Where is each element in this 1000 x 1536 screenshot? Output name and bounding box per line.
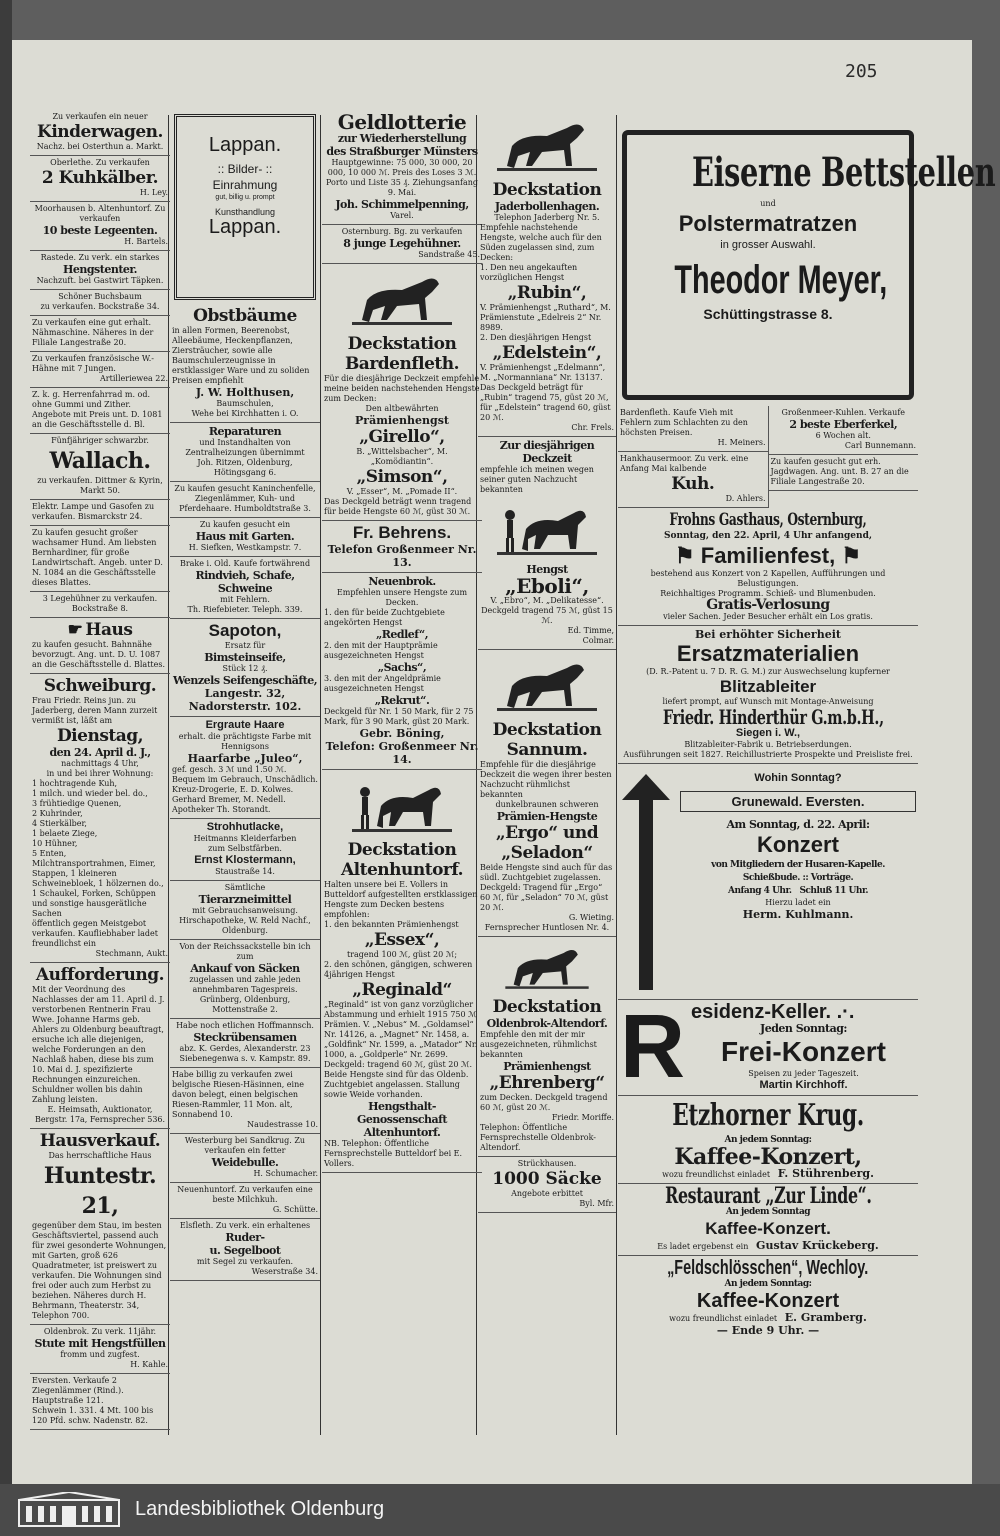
flag-icon: ⚑ (835, 543, 862, 568)
ad-haus-garten: Zu kaufen gesucht ein Haus mit Garten. H. Siefken, Westkampstr. 7. (170, 518, 320, 557)
horse-icon (492, 656, 602, 716)
ad-tierarzneimittel: Sämtliche Tierarzneimittel mit Gebrauchsanweisung. Hirschapotheke, W. Reld Nachf., Oldenburg. (170, 881, 320, 940)
ad-haus: ☛ Haus zu kaufen gesucht. Bahnnähe bevorzugt. Ang. unt. D. U. 1087 an die Geschäftsstelle d. Blattes. (30, 618, 170, 674)
ad-hausverkauf: Hausverkauf. Das herrschaftliche Haus Huntestr. 21, gegenüber dem Stau, im besten Geschäftsviertel, passend auch für zwei gesonderte Wohnungen, mit Garten, groß 626 Quadratmeter, ist preiswert zu verkaufen. Die Wohnungen sind frei oder auch zum Herbst zu beziehen. Näheres durch H. Behrmann, Theaterstr. 34, Telephon 700. (30, 1129, 170, 1325)
ad-vieh-mit-fehlern: Bardenfleth. Kaufe Vieh mit Fehlern zum Schlachten zu den höchsten Preisen. H. Meiners. (618, 406, 768, 452)
small-ads-row (618, 406, 918, 508)
ad-brake: Brake i. Old. Kaufe fortwährend Rindvieh, Schafe, Schweine mit Fehlern. Th. Riefebieter. Teleph. 339. (170, 557, 320, 619)
ad-segelboot: Elsfleth. Zu verk. ein erhaltenes Ruder- u. Segelboot mit Segel zu verkaufen. Weserstraße 34. (170, 1219, 320, 1281)
ad-deckstation-oldenbrok: Deckstation Oldenbrok-Altendorf. Empfehle den mit der mir ausgezeichneten, rühmlichst bekannten Prämienhengst „Ehrenberg“ zum Decken. Deckgeld tragend 60 ℳ, güst 20 ℳ. Friedr. Moriffe. Telephon: Öffentliche Fernsprechstelle Oldenbrok-Altendorf. (478, 937, 616, 1157)
horse-with-handler-icon (347, 776, 457, 836)
horse-icon (492, 943, 602, 993)
ad-sapoton: Sapoton, Ersatz für Bimsteinseife, Stück 12 ₰. Wenzels Seifengeschäfte, Langestr. 32, Nadorsterstr. 102. (170, 619, 320, 717)
ad-junge-legehuehner: Osternburg. Bg. zu verkaufen 8 junge Legehühner. Sandstraße 45. (322, 225, 482, 264)
ad-ergraute-haare: Ergraute Haare erhalt. die prächtigste Farbe mit Hennigsons Haarfarbe „Juleo“, gef. gesch. 3 ℳ und 1.50 ℳ. Bequem im Gebrauch, Unschädlich. Kreuz-Drogerie, E. D. Kolwes. Gerhard Bremer, M. Nedell. Apotheker Th. Storandt. (170, 717, 320, 819)
column-4 (478, 110, 616, 1213)
ad-aufforderung: Aufforderung. Mit der Veordnung des Nachlasses der am 11. April d. J. verstorbenen Rentnerin Frau Wwe. Johanne Harms geb. Ahlers zu Oldenburg beauftragt, ersuche ich alle diejenigen, welche Forderungen an den Nachlaß haben, diese bis zum 10. Mai d. J. spezifizierte Rechnungen einzureichen. Schuldner wollen bis dahin Zahlung leisten. E. Heimsath, Auktionator, Bergstr. 17a, Fernsprecher 536. (30, 963, 170, 1129)
library-name: Landesbibliothek Oldenburg (135, 1498, 385, 1520)
ad-residenz-keller: R esidenz-Keller. .·. Jeden Sonntag: Frei-Konzert Speisen zu jeder Tageszeit. Martin Kirchhoff. (618, 1000, 918, 1096)
column-rule (320, 115, 321, 1435)
page-number: 205 (845, 61, 878, 82)
ad-stute: Oldenbrok. Zu verk. 11jähr. Stute mit Hengstfüllen fromm und zugfest. H. Kahle. (30, 1325, 170, 1374)
ad-riesen-haesinnen: Habe billig zu verkaufen zwei belgische Riesen-Häsinnen, eine davon belegt, einen belgischen Riesen-Rammler, 11 Mon. alt, Sonnabend 10. Naudestrasse 10. (170, 1068, 320, 1134)
ad-hund: Zu kaufen gesucht großer wachsamer Hund. Am liebsten Bernhardiner, für große Landwirtschaft. Angeb. unter D. N. 1084 an die Geschäftsstelle dieses Blattes. (30, 526, 170, 592)
ad-1000-saecke: Strückhausen. 1000 Säcke Angebote erbittet Byl. Mfr. (478, 1157, 616, 1213)
column-rule (616, 115, 617, 1435)
ad-kinderwagen: Zu verkaufen ein neuer Kinderwagen. Nachz. bei Osterthun a. Markt. (30, 110, 170, 156)
ad-lampe: Elektr. Lampe und Gasofen zu verkaufen. Bismarckstr 24. (30, 500, 170, 526)
ad-deckstation-jaderbollenhagen: Deckstation Jaderbollenhagen. Telephon Jaderberg Nr. 5. Empfehle nachstehende Hengste, welche auch für den Süden zugelassen sind, zum Decken: 1. Den neu angekauften vorzüglichen Hengst „Rubin“, V. Prämienhengst „Ruthard“, M. Prämienstute „Edelreis 2“ Nr. 8989. 2. Den diesjährigen Hengst „Edelstein“, V. Prämienhengst „Edelmann“, M. „Normanniana“ Nr. 13137. Das Deckgeld beträgt für „Rubin“ tragend 75, güst 20 ℳ, für „Edelstein“ tragend 60, güst 20 ℳ. Chr. Frels. (478, 110, 616, 437)
arrow-up-icon (622, 770, 670, 990)
ad-reparaturen: Reparaturen und Instandhalten von Zentralheizungen übernimmt Joh. Ritzen, Oldenburg, Hötingsgang 6. (170, 423, 320, 482)
ad-eiserne-bettstellen: Eiserne Bettstellen und Polstermatratzen in grosser Auswahl. Theodor Meyer, Schüttingstrasse 8. (622, 130, 914, 400)
ad-hengstenter: Rastede. Zu verk. ein starkes Hengstenter. Nachzuft. bei Gastwirt Täpken. (30, 251, 170, 290)
ad-deckstation-sannum: Deckstation Sannum. Empfehle für die diesjährige Deckzeit die wegen ihrer besten Nachzucht rühmlichst bekannten dunkelbraunen schweren Prämien-Hengste „Ergo“ und „Seladon“ Beide Hengste sind auch für das südl. Zuchtgebiet zugelassen. Deckgeld: Tragend für „Ergo“ 60 ℳ, für „Seladon“ 70 ℳ, güst 20 ℳ. G. Wieting. Fernsprecher Huntlosen Nr. 4. (478, 650, 616, 937)
ad-legehuehner: 3 Legehühner zu verkaufen. Bockstraße 8. (30, 592, 170, 618)
ad-buchsbaum: Schöner Buchsbaum zu verkaufen. Bockstraße 34. (30, 290, 170, 316)
ad-kuhkaelber: Oberlethe. Zu verkaufen 2 Kuhkälber. H. Ley. (30, 156, 170, 202)
ad-milchkuh: Neuenhuntorf. Zu verkaufen eine beste Milchkuh. G. Schütte. (170, 1183, 320, 1219)
book-gutter (0, 0, 12, 1484)
column-2 (170, 110, 320, 1281)
column-5 (618, 110, 996, 1340)
ad-deckstation-altenhuntorf: Deckstation Altenhuntorf. Halten unsere bei E. Vollers in Butteldorf aufgestellten erstklassigen Hengste zum Decken bestens empfohlen: 1. den bekannten Prämienhengst „Essex“, tragend 100 ℳ, güst 20 ℳ; 2. den schönen, gängigen, schweren 4jährigen Hengst „Reginald“ „Reginald“ ist von ganz vorzüglicher Abstammung und erhielt 1915 750 ℳ Prämien. V. „Nebus“ M. „Goldamsel“ Nr. 14126, a. „Magnet“ Nr. 1458, a. „Goldfink“ Nr. 1599, a. „Matador“ Nr. 1000, a. „Goldperle“ Nr. 2699. Deckgeld: tragend 60 ℳ, güst 20 ℳ. Beide Hengste sind für das Oldenb. Zuchtgebiet angelassen. Stallung sowie Weide vorhanden. Hengsthalt-Genossenschaft Altenhuntorf. NB. Telephon: Öffentliche Fernsprechstelle Butteldorf bei E. Vollers. (322, 770, 482, 1173)
ad-naehmaschine: Zu verkaufen eine gut erhalt. Nähmaschine. Näheres in der Filiale Langestraße 20. (30, 316, 170, 352)
ad-jagdwagen: Zu kaufen gesucht gut erh. Jagdwagen. Ang. unt. B. 27 an die Filiale Langestraße 20. (769, 455, 919, 491)
ad-wallach: Fünfjähriger schwarzbr. Wallach. zu verkaufen. Dittmer & Kyrin, Markt 50. (30, 434, 170, 500)
ad-hengst-eboli: Zur diesjährigen Deckzeit empfehle ich meinen wegen seiner guten Nachzucht bekannten Hengst „Eboli“, V. „Ebro“, M. „Delikatesse“. Deckgeld tragend 75 ℳ, güst 15 ℳ. Ed. Timme, Colmar. (478, 437, 616, 650)
ad-haehne: Zu verkaufen französische W.-Hähne mit 7 Jungen. Artilleriewea 22. (30, 352, 170, 388)
auction-items: 1 hochtragende Kuh, 1 milch. und wieder bel. do., 3 frühtiedige Quenen, 2 Kuhrinder, 4 Stierkälber, 1 belaete Ziege, 10 Hühner, 5 Enten, (32, 779, 148, 858)
horse-icon (347, 270, 457, 330)
ad-legeenten: Moorhausen b. Altenhuntorf. Zu verkaufen 10 beste Legeenten. H. Bartels. (30, 202, 170, 251)
flag-icon: ⚑ (674, 543, 701, 568)
column-1 (30, 110, 170, 1430)
ad-kaninchenfelle: Zu kaufen gesucht Kaninchenfelle, Ziegenlämmer, Kuh- und Pferdehaare. Humboldtstraße 3. (170, 482, 320, 518)
ad-strohhutlacke: Strohhutlacke, Heitmanns Kleiderfarben zum Selbstfärben. Ernst Klostermann, Staustraße 14. (170, 819, 320, 881)
ad-ankauf-saecke: Von der Reichssackstelle bin ich zum Ankauf von Säcken zugelassen und zahle jeden annehmbaren Tagespreis. Grünberg, Oldenburg, Mottenstraße 2. (170, 940, 320, 1019)
ad-lappan: Lappan. :: Bilder- :: Einrahmung gut, billig u. prompt Kunsthandlung Lappan. (174, 114, 316, 300)
library-footer (0, 1484, 1000, 1536)
library-building-icon (14, 1492, 124, 1528)
ad-eversten: Eversten. Verkaufe 2 Ziegenlämmer (Rind.). Hauptstraße 121. Schwein 1. 331. 4 Mt. 100 bis 120 Pfd. schw. Nadenstr. 82. (30, 1374, 170, 1430)
ad-obstbaeume: Obstbäume in allen Formen, Beerenobst, Alleebäume, Heckenpflanzen, Ziersträucher, sowie alle Baumschulerzeugnisse in erstklassiger Ware und zu soliden Preisen empfiehlt J. W. Holthusen, Baumschulen, Wehe bei Kirchhatten i. O. (170, 304, 320, 423)
ad-neuenbrok: Neuenbrok. Empfehlen unsere Hengste zum Decken. 1. den für beide Zuchtgebiete angekörten Hengst „Redlef“, 2. den mit der Hauptprämie ausgezeichneten Hengst „Sachs“, 3. den mit der Angeldprämie ausgezeichneten Hengst „Rekrut“. Deckgeld für Nr. 1 50 Mark, für 2 75 Mark, für 3 90 Mark, güst 20 Mark. Gebr. Böning, Telefon: Großenmeer Nr. 14. (322, 573, 482, 770)
ad-frohns-gasthaus: Frohns Gasthaus, Osternburg, Sonntag, den 22. April, 4 Uhr anfangend, ⚑ Familienfest, ⚑ bestehend aus Konzert von 2 Kapellen, Aufführungen und Belustigungen. Reichhaltiges Programm. Schieß- und Blumenbuden. Gratis-Verlosung vieler Sachen. Jeder Besucher erhält ein Los gratis. (618, 508, 918, 626)
ad-eberferkel: Großenmeer-Kuhlen. Verkaufe 2 beste Eberferkel, 6 Wochen alt. Carl Bunnemann. (769, 406, 919, 455)
ad-fahrrad: Z. k. g. Herrenfahrrad m. od. ohne Gummi und Zither. Angebote mit Preis unt. D. 1081 an die Geschäftsstelle d. Bl. (30, 388, 170, 434)
ad-kuh: Hankhausermoor. Zu verk. eine Anfang Mai kalbende Kuh. D. Ahlers. (618, 452, 768, 508)
ad-geldlotterie: Geldlotterie zur Wiederherstellung des Straßburger Münsters Hauptgewinne: 75 000, 30 000, 20 000, 10 000 ℳ. Preis des Loses 3 ℳ. Porto und Liste 35 ₰. Ziehungsanfang 9. Mai. Joh. Schimmelpenning, Varel. (322, 110, 482, 225)
column-3 (322, 110, 482, 1173)
pointing-hand-icon: ☛ (67, 620, 83, 640)
horse-with-handler-icon (492, 499, 602, 559)
ad-zur-linde: Restaurant „Zur Linde“. An jedem Sonntag Kaffee-Konzert. Es ladet ergebenst ein Gustav Krückeberg. (618, 1184, 918, 1256)
ad-etzhorner-krug: Etzhorner Krug. An jedem Sonntag: Kaffee-Konzert, wozu freundlichst einladet F. Stührenberg. (618, 1096, 918, 1184)
ad-wohin-sonntag: Wohin Sonntag? Grunewald. Eversten. Am Sonntag, d. 22. April: Konzert von Mitgliedern der Husaren-Kapelle. Schießbude. :: Vorträge. Anfang 4 Uhr. Schluß 11 Uhr. Hierzu ladet ein Herm. Kuhlmann. (618, 764, 918, 1000)
ad-weidebulle: Westerburg bei Sandkrug. Zu verkaufen ein fetter Weidebulle. H. Schumacher. (170, 1134, 320, 1183)
ad-schweiburg: Schweiburg. Frau Friedr. Reins jun. zu Jaderberg, deren Mann zurzeit vermißt ist, läßt am Dienstag, den 24. April d. J., nachmittags 4 Uhr, in und bei ihrer Wohnung: 1 hochtragende Kuh, 1 milch. und wieder bel. do., 3 frühtiedige Quenen, 2 Kuhrinder, 4 Stierkälber, 1 belaete Ziege, 10 Hühner, 5 Enten, Milchtransportrahmen, Eimer, Stappen, 1 kleineren Schweinebloek, 1 hölzernen do., 1 Schaukel, Forken, Schüppen und sonstige hausgerätliche Sachen öffentlich gegen Meistgebot verkaufen. Kaufliebhaber ladet freundlichst ein Stechmann, Aukt. (30, 674, 170, 963)
horse-icon (492, 116, 602, 176)
ad-steckruebensamen: Habe noch etlichen Hoffmannsch. Steckrübensamen abz. K. Gerdes, Alexanderstr. 23 Siebenegenwa s. v. Kampstr. 89. (170, 1019, 320, 1068)
ad-ersatzmaterialien: Bei erhöhter Sicherheit Ersatzmaterialien (D. R.-Patent u. 7 D. R. G. M.) zur Auswechselung kupferner Blitzableiter liefert prompt, auf Wunsch mit Montage-Anweisung Friedr. Hinderthür G.m.b.H., Siegen i. W., Blitzableiter-Fabrik u. Betriebserdungen. Ausführungen seit 1827. Reichillustrierte Prospekte und Preisliste frei. (618, 626, 918, 764)
ad-behrens: Fr. Behrens. Telefon Großenmeer Nr. 13. (322, 521, 482, 573)
ad-feldschloesschen: „Feldschlösschen“, Wechloy. An jedem Sonntag: Kaffee-Konzert wozu freundlichst einladet E. Gramberg. — Ende 9 Uhr. — (667, 1257, 869, 1337)
ad-deckstation-bardenfleth: Deckstation Bardenfleth. Für die diesjährige Deckzeit empfehle meine beiden nachstehenden Hengste zum Decken: Den altbewährten Prämienhengst „Girello“, B. „Wittelsbacher“, M. „Komödiantin“. „Simson“, V. „Esser“, M. „Pomade II“. Das Deckgeld beträgt wenn tragend für beide Hengste 60 ℳ, güst 30 ℳ. (322, 264, 482, 521)
